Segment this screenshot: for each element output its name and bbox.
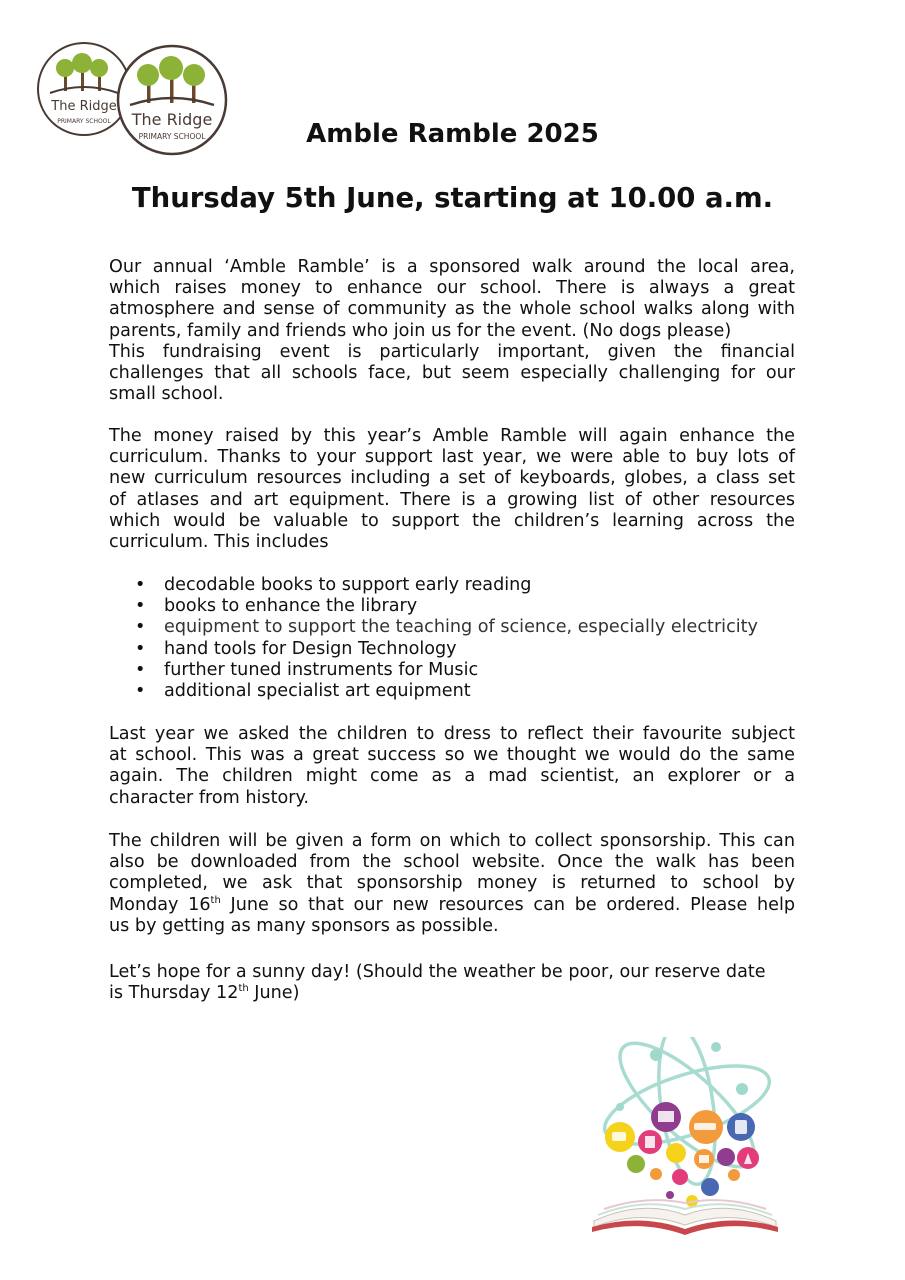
text-fragment: is Thursday 12 <box>109 983 239 1004</box>
bullet-icon: • <box>135 617 146 638</box>
list-item <box>130 596 758 617</box>
bullet-icon: • <box>135 659 146 680</box>
science-book-icon <box>584 1037 786 1237</box>
paragraph-line: at school. This was a great success so we thought we would do the same <box>109 745 795 766</box>
list-item-text: equipment to support the teaching of science, especially electricity <box>164 617 758 638</box>
paragraph-line: again. The children might come as a mad scientist, an explorer or a <box>109 766 795 787</box>
paragraph-line <box>109 895 795 916</box>
page-title <box>0 119 905 149</box>
bullet-icon: • <box>135 596 146 617</box>
superscript: th <box>238 983 249 995</box>
logo-name: The Ridge <box>131 110 213 129</box>
list-item <box>130 660 758 681</box>
paragraph-line: curriculum. Thanks to your support last year, we were able to buy lots of <box>109 447 795 468</box>
paragraph-line: curriculum. This includes <box>109 532 329 553</box>
text-fragment: Monday 16 <box>109 894 211 915</box>
text-fragment: June) <box>248 983 300 1004</box>
list-item <box>130 681 758 702</box>
paragraph-line: completed, we ask that sponsorship money is returned to school by <box>109 873 795 894</box>
bullet-icon: • <box>135 575 146 595</box>
list-item <box>130 617 758 638</box>
superscript: th <box>210 894 221 906</box>
paragraph-line: new curriculum resources including a set of keyboards, globes, a class set <box>109 468 795 489</box>
resource-list <box>130 575 758 702</box>
paragraph-line: challenges that all schools face, but seem especially challenging for our <box>109 363 795 384</box>
list-item-text: further tuned instruments for Music <box>164 659 479 680</box>
event-date-heading: Thursday 5th June, starting at 10.00 a.m. <box>131 182 774 214</box>
paragraph-line: Let’s hope for a sunny day! (Should the weather be poor, our reserve date <box>109 962 766 982</box>
list-item <box>130 639 758 660</box>
list-item-text: hand tools for Design Technology <box>164 638 457 659</box>
paragraph-line: parents, family and friends who join us for the event. (No dogs please) <box>109 320 732 341</box>
bullet-icon: • <box>135 681 146 702</box>
bullet-icon: • <box>135 638 146 659</box>
list-item-text: books to enhance the library <box>164 596 418 617</box>
logo-subtitle: PRIMARY SCHOOL <box>57 118 111 125</box>
funding-paragraph <box>109 426 795 553</box>
text-fragment: June so that our new resources can be ordered. Please help <box>220 894 796 915</box>
paragraph-line: small school. <box>109 384 224 405</box>
list-item-text: additional specialist art equipment <box>164 681 471 702</box>
paragraph-line: atmosphere and sense of community as the whole school walks along with <box>109 299 795 320</box>
sponsorship-paragraph <box>109 831 795 937</box>
paragraph-line: also be downloaded from the school website. Once the walk has been <box>109 852 795 873</box>
paragraph-line: of atlases and art equipment. There is a growing list of other resources <box>109 489 795 510</box>
list-item-text: decodable books to support early reading <box>164 575 532 595</box>
logo-subtitle: PRIMARY SCHOOL <box>138 132 206 141</box>
logo-name: The Ridge <box>51 99 117 114</box>
paragraph-line: Our annual ‘Amble Ramble’ is a sponsored walk around the local area, <box>109 257 795 277</box>
paragraph-line: us by getting as many sponsors as possible. <box>109 915 499 936</box>
paragraph-line: character from history. <box>109 787 309 808</box>
paragraph-line: which would be valuable to support the children’s learning across the <box>109 510 795 531</box>
paragraph-line: The money raised by this year’s Amble Ramble will again enhance the <box>109 426 795 446</box>
paragraph-line: This fundraising event is particularly important, given the financial <box>109 341 795 362</box>
paragraph-line: which raises money to enhance our school. There is always a great <box>109 278 795 299</box>
dress-up-paragraph <box>109 724 795 809</box>
intro-paragraph <box>109 257 795 405</box>
paragraph-line <box>109 983 795 1004</box>
list-item <box>130 575 758 596</box>
paragraph-line: The children will be given a form on which to collect sponsorship. This can <box>109 831 795 851</box>
page-title-text: Amble Ramble 2025 <box>306 119 599 149</box>
closing-paragraph <box>109 962 795 1004</box>
paragraph-line: Last year we asked the children to dress to reflect their favourite subject <box>109 724 795 744</box>
